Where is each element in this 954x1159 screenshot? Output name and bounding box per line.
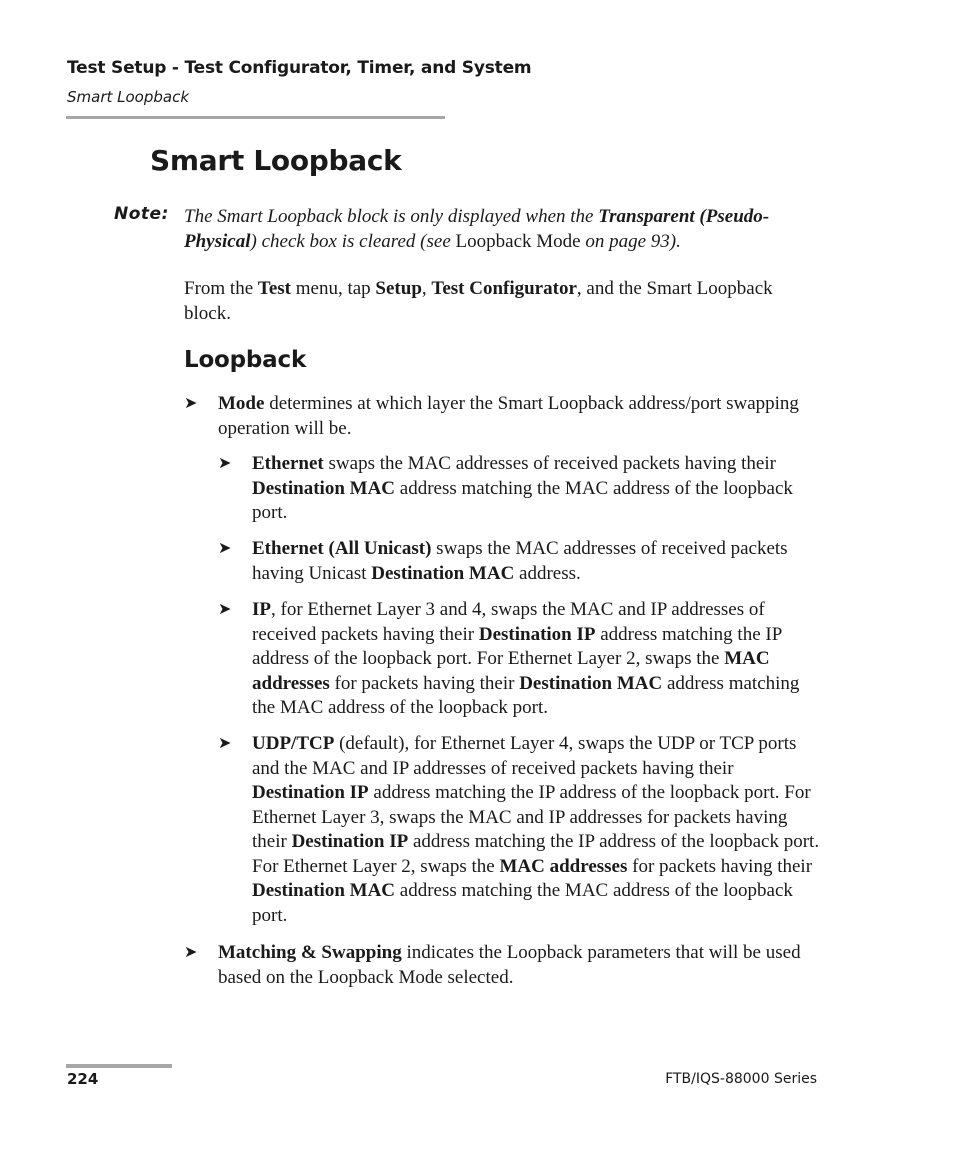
list-item-udp-tcp [252,732,822,928]
item-bold: MAC addresses [252,648,770,694]
item-bold: Destination MAC [252,477,396,499]
section-heading: Loopback [184,347,307,373]
item-bold: Destination IP [252,782,369,803]
intro-bold: Test [257,278,291,299]
item-term: IP [252,599,271,620]
item-text: address matching the MAC address of the loopback port. [252,880,793,926]
list-item-matching-swapping [218,941,823,990]
note-text-part: ) check box is cleared (see [250,231,456,252]
item-text: address matching the IP address of the loopback port. For Ethernet Layer 2, swaps the [252,831,820,877]
note-text-part: on page 93). [580,231,681,252]
running-header-subtitle: Smart Loopback [67,88,190,106]
intro-text: , and the Smart Loopback block. [184,278,773,324]
item-text: (default), for Ethernet Layer 4, swaps the UDP or TCP ports and the MAC and IP addresses of received packets having their [252,733,797,779]
cross-reference-link[interactable]: Loopback Mode [455,231,581,252]
footer-divider [66,1064,172,1068]
item-text: address matching the MAC address of the loopback port. [252,477,793,523]
item-bold: MAC addresses [499,855,628,877]
note-text [184,204,824,254]
intro-bold: Setup [375,278,422,299]
item-term: UDP/TCP [252,733,335,754]
intro-paragraph [184,276,804,326]
list-item-mode [218,392,818,441]
item-bold: Destination IP [291,831,409,852]
bullet-arrow-icon: ➤ [184,944,198,961]
header-divider [66,116,445,119]
item-text: , for Ethernet Layer 3 and 4, swaps the MAC and IP addresses of received packets having their [252,599,765,645]
item-text: address matching the MAC address of the loopback port. [252,672,800,718]
list-item-ethernet-unicast [252,537,802,586]
note-text-part: The Smart Loopback block is only displayed when the [184,206,599,227]
item-text: determines at which layer the Smart Loopback address/port swapping operation will be. [218,393,799,439]
item-text: address matching the IP address of the loopback port. For Ethernet Layer 3, swaps the MAC and IP addresses for packets having their [252,782,811,852]
item-bold: Destination IP [478,623,596,645]
item-term: Matching & Swapping [218,942,402,963]
intro-bold: Test Configurator [431,278,577,299]
note-label: Note: [114,204,169,224]
intro-text: menu, tap [290,278,376,299]
bullet-arrow-icon: ➤ [218,540,232,557]
bullet-arrow-icon: ➤ [184,395,198,412]
item-bold: Destination MAC [519,672,663,694]
item-text: for packets having their [627,855,813,877]
item-term: Ethernet (All Unicast) [252,538,432,559]
item-text: address. [514,562,581,584]
note-bold-part: Transparent (Pseudo-Physical [184,206,770,252]
item-term: Ethernet [252,453,324,474]
bullet-arrow-icon: ➤ [218,455,232,472]
item-text: swaps the MAC addresses of received packets having their [323,453,776,474]
item-text: for packets having their [329,672,520,694]
page-title: Smart Loopback [150,144,402,177]
intro-text: , [421,278,432,299]
item-bold: Destination MAC [371,562,515,584]
bullet-arrow-icon: ➤ [218,735,232,752]
intro-text: From the [184,278,258,299]
item-text: address matching the IP address of the loopback port. For Ethernet Layer 2, swaps the [252,623,782,669]
bullet-arrow-icon: ➤ [218,601,232,618]
item-text: swaps the MAC addresses of received packets having Unicast [252,538,788,584]
item-term: Mode [218,393,265,414]
running-header-title: Test Setup - Test Configurator, Timer, and System [67,58,532,78]
item-text: indicates the Loopback parameters that will be used based on the Loopback Mode selected. [218,942,801,988]
list-item-ip [252,598,822,721]
product-series: FTB/IQS-88000 Series [665,1071,817,1087]
item-bold: Destination MAC [252,880,396,901]
list-item-ethernet [252,452,817,526]
page-number: 224 [67,1070,99,1088]
